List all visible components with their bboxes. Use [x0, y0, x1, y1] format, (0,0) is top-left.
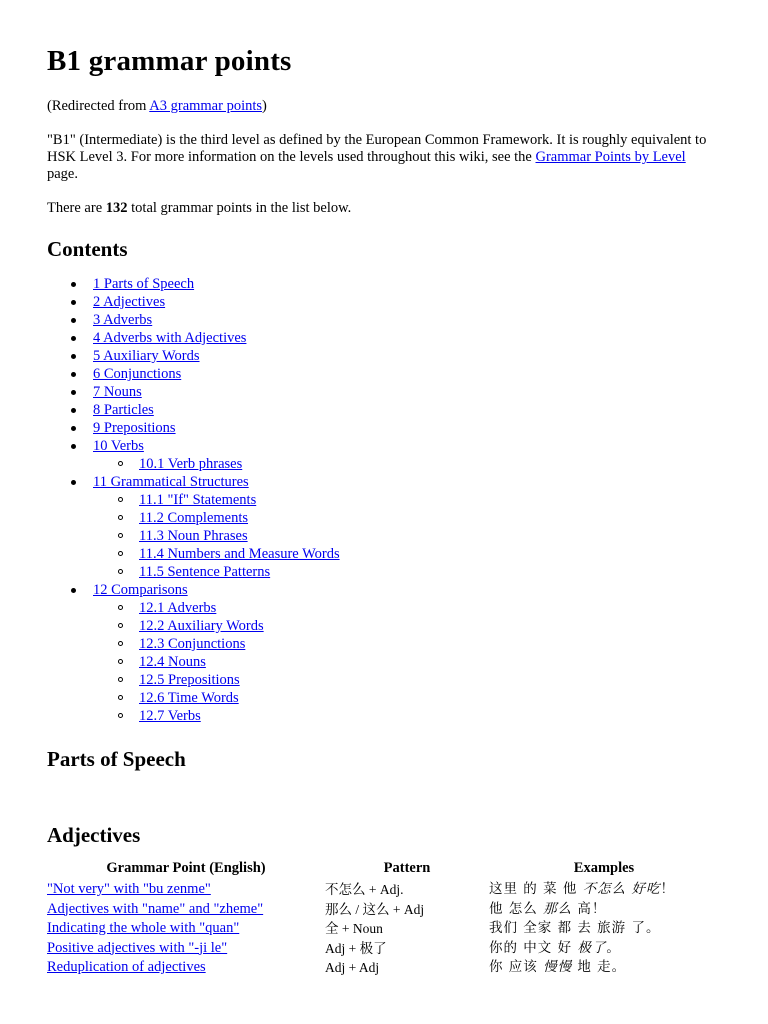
toc-link[interactable]: 7 Nouns [93, 384, 142, 400]
toc-link[interactable]: 5 Auxiliary Words [93, 348, 200, 364]
toc-item [93, 347, 720, 365]
grammar-point-link[interactable]: Positive adjectives with "-ji le" [47, 939, 228, 956]
pattern-cell: 那么 / 这么 + Adj [325, 901, 425, 917]
toc-subitem [139, 545, 720, 563]
toc-sublink[interactable]: 12.4 Nouns [139, 654, 206, 670]
grammar-point-cell [47, 939, 325, 959]
redirect-notice: (Redirected from A3 grammar points) [47, 98, 267, 114]
grammar-point-link[interactable]: "Not very" with "bu zenme" [47, 881, 211, 897]
toc-link[interactable]: 1 Parts of Speech [93, 276, 195, 292]
page-title: B1 grammar points [47, 45, 292, 77]
example-highlight: 慢慢 [543, 959, 573, 975]
example-cell: 你 应该 慢慢 地 走。 [489, 959, 627, 975]
toc-item [93, 581, 720, 725]
toc-sublink[interactable]: 12.5 Prepositions [139, 672, 240, 688]
toc-item [93, 275, 720, 293]
example-cell: 他 怎么 那么 高！ [489, 900, 607, 917]
grammar-point-link[interactable]: Adjectives with "name" and "zheme" [47, 900, 264, 917]
example-highlight: 那么 [543, 900, 573, 917]
toc-item [93, 401, 720, 419]
toc-sublink[interactable]: 11.1 "If" Statements [139, 492, 257, 508]
toc-item [93, 383, 720, 401]
grammar-points-by-level-link[interactable]: Grammar Points by Level [535, 149, 686, 165]
toc-item [93, 311, 720, 329]
toc-link[interactable]: 9 Prepositions [93, 420, 176, 436]
adjectives-table [47, 859, 719, 978]
pattern-cell: 全 + Noun [325, 921, 383, 936]
toc-subitem [139, 689, 720, 707]
toc-item [93, 365, 720, 383]
toc-sublink[interactable]: 11.3 Noun Phrases [139, 528, 248, 544]
toc-sublist [93, 491, 720, 581]
toc-sublink[interactable]: 10.1 Verb phrases [139, 456, 243, 472]
grammar-point-count: 132 [105, 200, 128, 216]
toc-sublist [93, 455, 720, 473]
toc-subitem [139, 563, 720, 581]
toc-subitem [139, 671, 720, 689]
toc-sublink[interactable]: 11.4 Numbers and Measure Words [139, 546, 340, 562]
table-row [47, 958, 719, 978]
toc-subitem [139, 707, 720, 725]
grammar-point-cell [47, 919, 325, 939]
grammar-point-cell [47, 880, 325, 900]
toc-subitem [139, 527, 720, 545]
toc-link[interactable]: 10 Verbs [93, 438, 144, 454]
table-row [47, 919, 719, 939]
toc-sublink[interactable]: 11.2 Complements [139, 510, 249, 526]
toc-sublist [93, 599, 720, 725]
toc-sublink[interactable]: 12.6 Time Words [139, 690, 239, 706]
pattern-cell: Adj + Adj [325, 960, 380, 975]
toc-item [93, 473, 720, 581]
pattern-cell: 不怎么 + Adj. [325, 882, 404, 897]
toc-sublink[interactable]: 11.5 Sentence Patterns [139, 564, 271, 580]
toc-link[interactable]: 11 Grammatical Structures [93, 474, 249, 490]
toc-sublink[interactable]: 12.1 Adverbs [139, 600, 217, 616]
example-highlight: 极了 [577, 939, 607, 956]
toc-subitem [139, 599, 720, 617]
table-header-row [47, 859, 719, 880]
toc-sublink[interactable]: 12.7 Verbs [139, 708, 201, 724]
table-row [47, 880, 719, 900]
toc-link[interactable]: 8 Particles [93, 402, 154, 418]
toc-link[interactable]: 12 Comparisons [93, 582, 188, 598]
toc-sublink[interactable]: 12.3 Conjunctions [139, 636, 246, 652]
pattern-cell: Adj + 极了 [325, 940, 387, 956]
parts-of-speech-heading: Parts of Speech [47, 747, 186, 771]
grammar-point-cell [47, 900, 325, 920]
toc-link[interactable]: 4 Adverbs with Adjectives [93, 330, 247, 346]
intro-paragraph: "B1" (Intermediate) is the third level as defined by the European Common Framework. It is roughly equivalent to HSK Level 3. For more information on the levels used throughout this wiki, see the Grammar Points by Level page. [47, 132, 707, 182]
column-header-grammar-point: Grammar Point (English) [106, 860, 266, 876]
column-header-examples: Examples [573, 860, 635, 876]
contents-heading: Contents [47, 237, 128, 261]
table-of-contents [47, 275, 720, 725]
toc-subitem [139, 635, 720, 653]
grammar-point-cell [47, 958, 325, 978]
toc-subitem [139, 509, 720, 527]
toc-item [93, 419, 720, 437]
redirect-link[interactable]: A3 grammar points [149, 98, 263, 114]
table-row [47, 900, 719, 920]
toc-item [93, 329, 720, 347]
toc-subitem [139, 491, 720, 509]
example-cell: 这里 的 菜 他 不怎么 好吃！ [489, 881, 675, 897]
toc-subitem [139, 653, 720, 671]
toc-link[interactable]: 3 Adverbs [93, 312, 153, 328]
grammar-point-link[interactable]: Indicating the whole with "quan" [47, 920, 240, 936]
example-highlight: 不怎么 好吃 [582, 881, 661, 897]
grammar-point-link[interactable]: Reduplication of adjectives [47, 959, 206, 975]
example-cell: 我们 全家 都 去 旅游 了。 [489, 920, 661, 936]
adjectives-heading: Adjectives [47, 823, 141, 847]
toc-subitem [139, 455, 720, 473]
table-row [47, 939, 719, 959]
toc-link[interactable]: 6 Conjunctions [93, 366, 182, 382]
toc-item [93, 293, 720, 311]
toc-subitem [139, 617, 720, 635]
count-paragraph: There are 132 total grammar points in the list below. [47, 200, 352, 216]
toc-item [93, 437, 720, 473]
column-header-pattern: Pattern [383, 860, 431, 876]
example-cell: 你的 中文 好 极了。 [489, 939, 621, 956]
toc-link[interactable]: 2 Adjectives [93, 294, 166, 310]
toc-sublink[interactable]: 12.2 Auxiliary Words [139, 618, 264, 634]
